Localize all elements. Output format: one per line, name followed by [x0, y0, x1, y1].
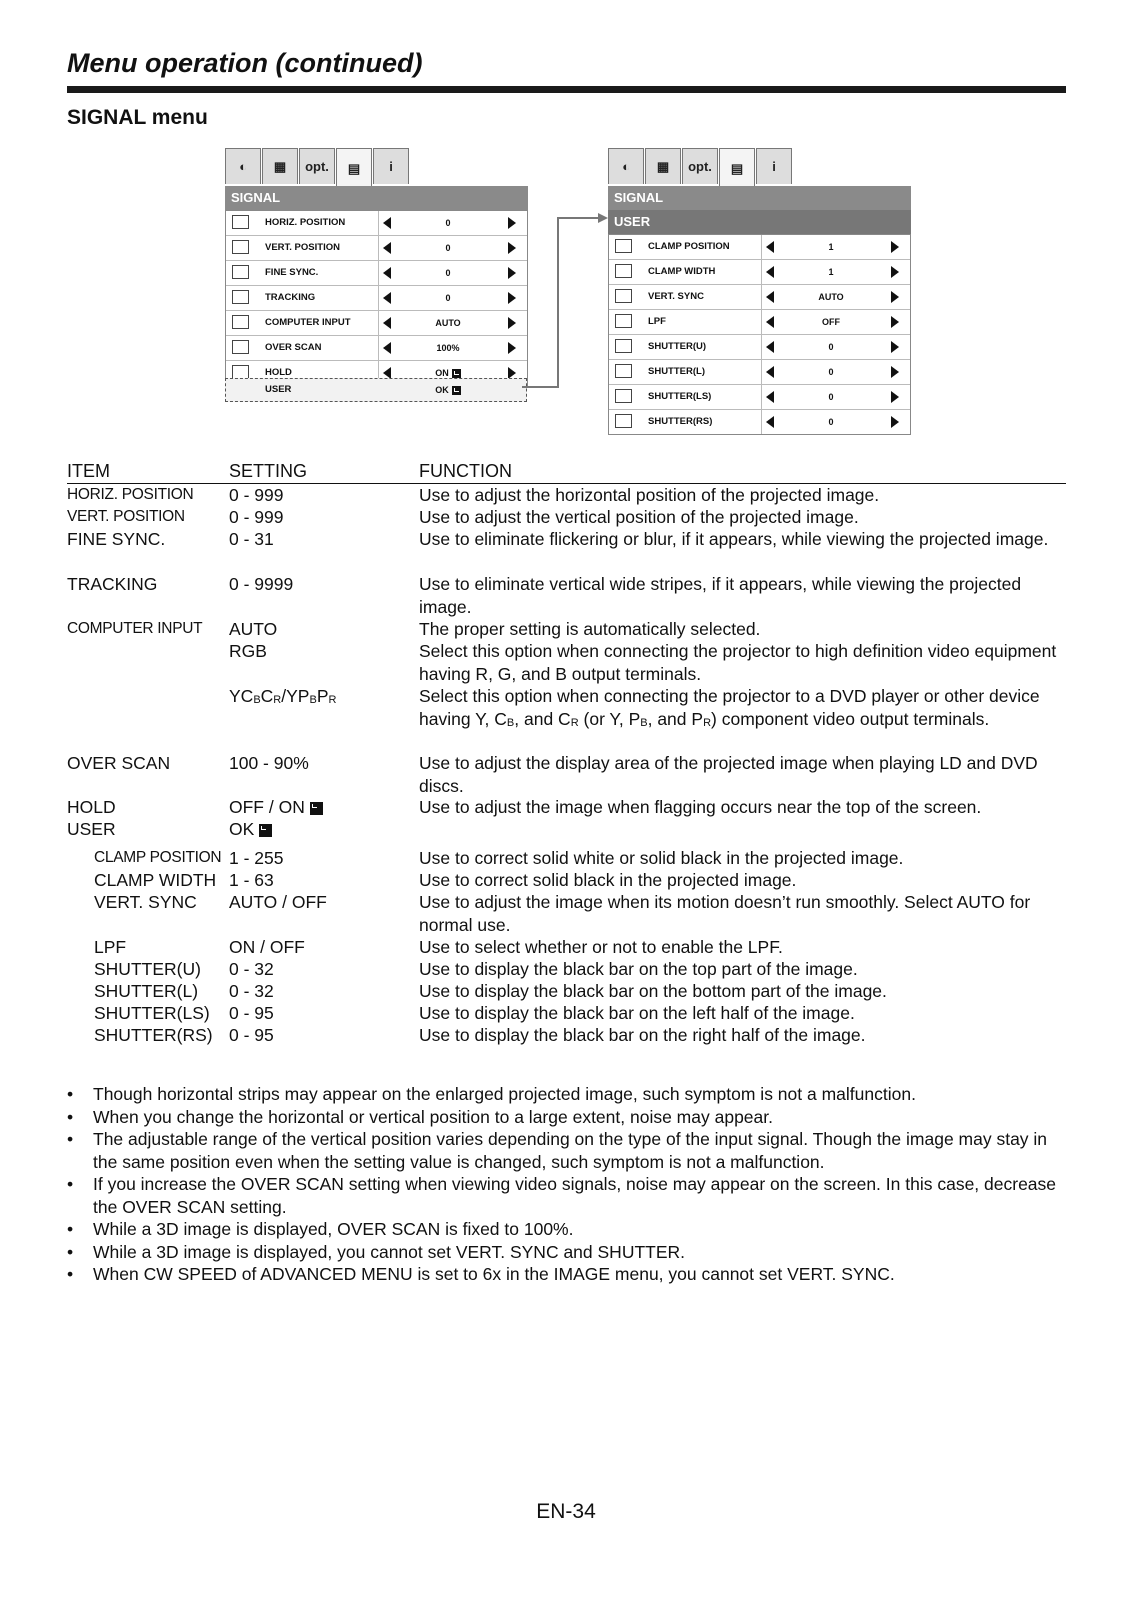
value-text: 0 — [828, 342, 834, 352]
row-divider — [761, 285, 762, 309]
function-cell: Use to adjust the image when its motion doesn’t run smoothly. Select AUTO for normal use. — [419, 892, 1031, 935]
arrow-right-icon[interactable] — [891, 241, 899, 253]
row-divider — [378, 211, 379, 235]
arrow-left-icon[interactable] — [383, 317, 391, 329]
title-rule — [67, 86, 1066, 93]
function-cell: Use to correct solid white or solid black in the projected image. — [419, 848, 904, 868]
menu-row-label: HORIZ. POSITION — [265, 217, 346, 228]
arrow-left-icon[interactable] — [766, 366, 774, 378]
menu-row-value — [398, 311, 498, 335]
menu-row-value — [398, 336, 498, 360]
setting-icon — [615, 339, 632, 353]
item-cell: VERT. POSITION — [67, 508, 185, 525]
setting-icon — [615, 389, 632, 403]
value-text: AUTO — [818, 292, 844, 302]
setting-icon — [232, 290, 249, 304]
item-cell: USER — [67, 819, 116, 839]
signal-icon[interactable]: ▤ — [719, 148, 755, 188]
arrow-left-icon[interactable] — [383, 217, 391, 229]
arrow-right-icon[interactable] — [891, 341, 899, 353]
value-text: AUTO — [435, 318, 461, 328]
page-number: EN-34 — [536, 1500, 596, 1523]
menu-row[interactable] — [226, 236, 527, 261]
connector-arrow — [520, 210, 610, 400]
note-item: • When you change the horizontal or vertical position to a large extent, noise may appear. — [67, 1106, 1067, 1129]
arrow-right-icon[interactable] — [508, 242, 516, 254]
enter-icon — [452, 386, 461, 395]
value-text: 0 — [445, 218, 451, 228]
row-divider — [378, 286, 379, 310]
function-cell: Use to display the black bar on the bottom part of the image. — [419, 981, 887, 1001]
menu-row-label: USER — [265, 384, 292, 395]
setting-cell: OFF / ON — [229, 796, 323, 819]
value-text: 100% — [436, 343, 460, 353]
menu-row[interactable] — [609, 410, 910, 434]
setting-cell: ON / OFF — [229, 937, 305, 957]
item-cell: SHUTTER(LS) — [94, 1003, 210, 1023]
setting-cell: 0 - 999 — [229, 485, 284, 505]
setting-cell: 1 - 255 — [229, 848, 284, 868]
menu-row-label: CLAMP WIDTH — [648, 266, 716, 277]
menu-row[interactable] — [609, 260, 910, 285]
value-text: ON — [435, 368, 449, 378]
menu-row[interactable] — [609, 310, 910, 335]
arrow-right-icon[interactable] — [508, 317, 516, 329]
menu-row-label: FINE SYNC. — [265, 267, 319, 278]
value-text: 1 — [828, 267, 834, 277]
submenu-header: USER — [608, 210, 911, 234]
menu-row[interactable] — [226, 286, 527, 311]
item-cell: LPF — [94, 937, 127, 957]
item-cell: FINE SYNC. — [67, 529, 166, 549]
menu-header: SIGNAL — [608, 186, 911, 210]
setting-icon — [615, 239, 632, 253]
table-header — [67, 463, 1066, 484]
value-text: 0 — [445, 243, 451, 253]
setting-cell: 0 - 31 — [229, 529, 274, 549]
menu-row-value — [781, 410, 881, 434]
section-heading: SIGNAL menu — [67, 106, 208, 129]
menu-row-value: OK — [398, 379, 498, 401]
function-cell: Select this option when connecting the projector to a DVD player or other device having Y, $C_B$, and $C_R$ (or Y, $P_B$, and $P_R$) component video output terminals. — [419, 686, 1040, 729]
setting-icon — [615, 289, 632, 303]
setting-icon — [615, 264, 632, 278]
row-divider — [761, 410, 762, 434]
arrow-right-icon[interactable] — [508, 217, 516, 229]
menu-row-value — [781, 310, 881, 334]
arrow-right-icon[interactable] — [891, 366, 899, 378]
setting-cell: 100 - 90% — [229, 753, 309, 773]
menu-row[interactable] — [609, 285, 910, 310]
setting-cell: AUTO — [229, 619, 278, 639]
arrow-left-icon[interactable] — [766, 266, 774, 278]
setting-cell: 0 - 9999 — [229, 574, 294, 594]
setting-cell: 0 - 999 — [229, 507, 284, 527]
setting-icon — [615, 314, 632, 328]
function-cell: Use to display the black bar on the top part of the image. — [419, 959, 858, 979]
menu-row[interactable] — [226, 311, 527, 336]
item-cell: SHUTTER(U) — [94, 959, 201, 979]
menu-row-value — [781, 260, 881, 284]
header-setting: SETTING — [229, 461, 308, 481]
arrow-left-icon[interactable] — [766, 316, 774, 328]
menu-row-value — [398, 236, 498, 260]
setting-cell: AUTO / OFF — [229, 892, 327, 912]
menu-row-label: COMPUTER INPUT — [265, 317, 351, 328]
setting-cell: 0 - 95 — [229, 1003, 274, 1023]
function-cell: Use to eliminate vertical wide stripes, if it appears, while viewing the projected image. — [419, 574, 1022, 617]
page-title: Menu operation (continued) — [67, 48, 423, 78]
picture-icon[interactable]: ▦ — [645, 148, 681, 184]
menu-row-value — [781, 360, 881, 384]
item-cell: HORIZ. POSITION — [67, 486, 194, 503]
setting-icon — [232, 240, 249, 254]
menu-row-label: HOLD — [265, 367, 292, 378]
function-cell: Select this option when connecting the projector to high definition video equipment having R, G, and B output terminals. — [419, 641, 1057, 684]
note-item: • While a 3D image is displayed, you cannot set VERT. SYNC and SHUTTER. — [67, 1241, 1067, 1264]
arrow-left-icon[interactable] — [766, 241, 774, 253]
brightness-icon[interactable]: ◐ — [608, 148, 644, 184]
item-cell: OVER SCAN — [67, 753, 171, 773]
opt-icon[interactable]: opt. — [682, 148, 718, 184]
picture-icon[interactable]: ▦ — [262, 148, 298, 184]
menu-row[interactable] — [609, 360, 910, 385]
arrow-right-icon[interactable] — [508, 267, 516, 279]
arrow-left-icon[interactable] — [383, 342, 391, 354]
item-cell: COMPUTER INPUT — [67, 620, 203, 637]
info-icon[interactable]: i — [373, 148, 409, 184]
menu-row-label: SHUTTER(RS) — [648, 416, 713, 427]
menu-row-value — [398, 286, 498, 310]
item-cell: SHUTTER(RS) — [94, 1025, 213, 1045]
menu-header: SIGNAL — [225, 186, 528, 210]
menu-row[interactable] — [609, 385, 910, 410]
item-cell: CLAMP WIDTH — [94, 870, 217, 890]
function-cell: The proper setting is automatically selected. — [419, 619, 761, 639]
user-submenu-panel — [608, 148, 911, 434]
setting-icon — [232, 365, 249, 379]
function-cell: Use to adjust the image when flagging occurs near the top of the screen. — [419, 797, 982, 817]
value-text: 0 — [445, 268, 451, 278]
arrow-right-icon[interactable] — [508, 292, 516, 304]
menu-row-value — [781, 385, 881, 409]
row-divider — [761, 385, 762, 409]
menu-row-user[interactable] — [225, 378, 527, 402]
menu-row-label: LPF — [648, 316, 666, 327]
arrow-left-icon[interactable] — [766, 291, 774, 303]
signal-menu-panel — [225, 148, 528, 410]
note-item: • If you increase the OVER SCAN setting when viewing video signals, noise may appear on the screen. In this case, decrease the OVER SCAN setting. — [67, 1173, 1067, 1218]
enter-icon — [259, 824, 272, 837]
arrow-right-icon[interactable] — [891, 416, 899, 428]
arrow-right-icon[interactable] — [508, 342, 516, 354]
menu-row-value — [781, 285, 881, 309]
menu-row-label: VERT. SYNC — [648, 291, 704, 302]
row-divider — [378, 261, 379, 285]
arrow-right-icon[interactable] — [891, 391, 899, 403]
menu-row-label: SHUTTER(L) — [648, 366, 705, 377]
menu-row-label: CLAMP POSITION — [648, 241, 730, 252]
row-divider — [761, 260, 762, 284]
menu-row-value — [781, 235, 881, 259]
row-divider — [378, 311, 379, 335]
arrow-left-icon[interactable] — [766, 391, 774, 403]
row-divider — [378, 236, 379, 260]
menu-row[interactable] — [226, 261, 527, 286]
item-cell: CLAMP POSITION — [94, 849, 222, 866]
brightness-icon[interactable]: ◐ — [225, 148, 261, 184]
function-cell: Use to display the black bar on the left half of the image. — [419, 1003, 855, 1023]
function-cell: Use to select whether or not to enable the LPF. — [419, 937, 783, 957]
setting-cell: 0 - 32 — [229, 981, 274, 1001]
setting-cell: 1 - 63 — [229, 870, 274, 890]
menu-row[interactable] — [609, 235, 910, 260]
info-icon[interactable]: i — [756, 148, 792, 184]
note-item: • Though horizontal strips may appear on the enlarged projected image, such symptom is not a malfunction. — [67, 1083, 1067, 1106]
value-text: 0 — [828, 417, 834, 427]
function-cell: Use to adjust the display area of the projected image when playing LD and DVD discs. — [419, 753, 1038, 796]
signal-icon[interactable]: ▤ — [336, 148, 372, 188]
value-text: OFF — [822, 317, 840, 327]
menu-row[interactable] — [226, 336, 527, 361]
item-cell: HOLD — [67, 797, 116, 817]
row-divider — [761, 310, 762, 334]
menu-row-value — [781, 335, 881, 359]
setting-icon — [232, 215, 249, 229]
function-cell: Use to eliminate flickering or blur, if it appears, while viewing the projected image. — [419, 529, 1049, 549]
menu-row-label: SHUTTER(U) — [648, 341, 707, 352]
function-cell: Use to adjust the vertical position of the projected image. — [419, 507, 859, 527]
item-cell: VERT. SYNC — [94, 892, 197, 912]
function-cell: Use to adjust the horizontal position of the projected image. — [419, 485, 880, 505]
arrow-right-icon[interactable] — [891, 291, 899, 303]
menu-row-label: SHUTTER(LS) — [648, 391, 712, 402]
setting-icon — [615, 364, 632, 378]
setting-cell: OK — [229, 818, 272, 841]
value-text: 0 — [828, 367, 834, 377]
arrow-left-icon[interactable] — [383, 267, 391, 279]
menu-row-value — [398, 211, 498, 235]
function-cell: Use to correct solid black in the projected image. — [419, 870, 797, 890]
setting-cell: $YC_BC_R/YP_BP_R$ — [229, 686, 337, 706]
menu-tabs — [608, 148, 793, 188]
setting-icon — [232, 340, 249, 354]
row-divider — [761, 335, 762, 359]
setting-cell: 0 - 32 — [229, 959, 274, 979]
setting-icon — [232, 265, 249, 279]
value-text: 1 — [828, 242, 834, 252]
value-text: 0 — [445, 293, 451, 303]
arrow-right-icon[interactable] — [891, 266, 899, 278]
menu-tabs — [225, 148, 410, 188]
arrow-left-icon[interactable] — [766, 341, 774, 353]
menu-row-label: VERT. POSITION — [265, 242, 340, 253]
arrow-left-icon[interactable] — [766, 416, 774, 428]
menu-rows — [225, 210, 528, 386]
row-divider — [761, 235, 762, 259]
setting-cell: RGB — [229, 641, 267, 661]
enter-icon — [310, 802, 323, 815]
item-cell: TRACKING — [67, 574, 158, 594]
function-cell: Use to display the black bar on the right half of the image. — [419, 1025, 866, 1045]
header-item: ITEM — [67, 461, 110, 481]
setting-icon — [615, 414, 632, 428]
row-divider — [378, 336, 379, 360]
notes-list — [67, 1083, 1067, 1286]
arrow-left-icon[interactable] — [383, 292, 391, 304]
menu-row[interactable] — [609, 335, 910, 360]
value-text: 0 — [828, 392, 834, 402]
submenu-rows — [608, 234, 911, 435]
enter-icon — [452, 369, 461, 378]
note-item: • When CW SPEED of ADVANCED MENU is set to 6x in the IMAGE menu, you cannot set VERT. SYNC. — [67, 1263, 1067, 1286]
menu-row-value — [398, 261, 498, 285]
item-cell: SHUTTER(L) — [94, 981, 199, 1001]
arrow-right-icon[interactable] — [891, 316, 899, 328]
note-item: • The adjustable range of the vertical position varies depending on the type of the input signal. Though the image may stay in the same position even when the setting value is changed, such symptom is not a malfunction. — [67, 1128, 1067, 1173]
header-function: FUNCTION — [419, 461, 512, 481]
setting-icon — [232, 315, 249, 329]
menu-row[interactable] — [226, 211, 527, 236]
row-divider — [761, 360, 762, 384]
note-item: • While a 3D image is displayed, OVER SCAN is fixed to 100%. — [67, 1218, 1067, 1241]
arrow-left-icon[interactable] — [383, 242, 391, 254]
setting-cell: 0 - 95 — [229, 1025, 274, 1045]
opt-icon[interactable]: opt. — [299, 148, 335, 184]
menu-row-label: TRACKING — [265, 292, 316, 303]
menu-row-label: OVER SCAN — [265, 342, 322, 353]
